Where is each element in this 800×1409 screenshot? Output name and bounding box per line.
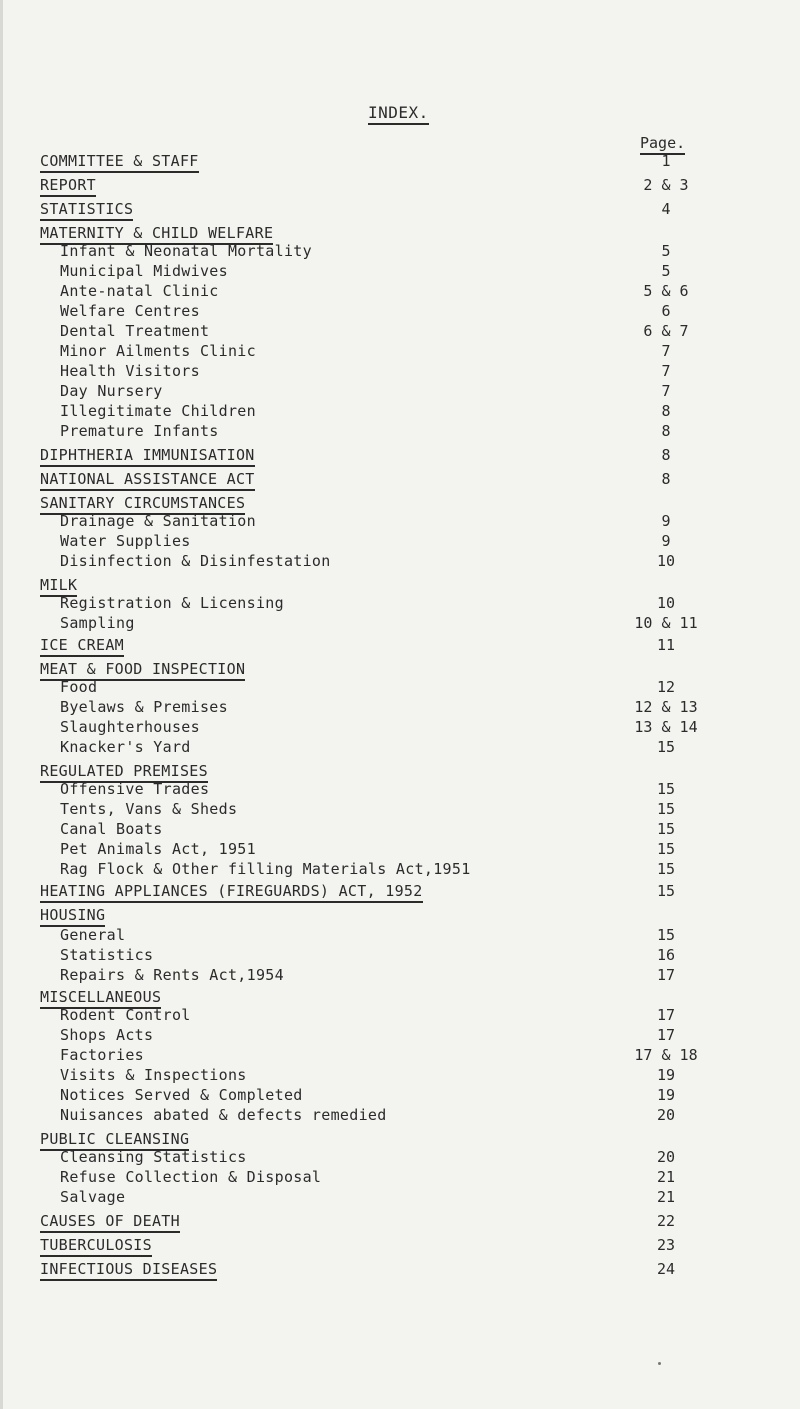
index-entry-page: 11: [656, 636, 676, 654]
index-section-heading: HOUSING: [40, 906, 105, 927]
index-entry-page: 15: [656, 800, 676, 818]
index-entry-page: 7: [661, 342, 671, 360]
index-entry-page: 19: [656, 1066, 676, 1084]
index-entry-page: 5: [661, 242, 671, 260]
index-entry-label: Repairs & Rents Act,1954: [60, 966, 284, 984]
index-entry-label: Slaughterhouses: [60, 718, 200, 736]
index-entry-label: Knacker's Yard: [60, 738, 191, 756]
index-entry-label: Visits & Inspections: [60, 1066, 247, 1084]
page-title: INDEX.: [368, 103, 429, 125]
index-entry-label: Rag Flock & Other filling Materials Act,1951: [60, 860, 471, 878]
index-section-heading: PUBLIC CLEANSING: [40, 1130, 189, 1151]
index-entry-page: 2 & 3: [643, 176, 689, 194]
index-entry-label: Refuse Collection & Disposal: [60, 1168, 322, 1186]
index-entry-label: Shops Acts: [60, 1026, 154, 1044]
index-entry-label: Premature Infants: [60, 422, 219, 440]
index-entry-label: Salvage: [60, 1188, 126, 1206]
index-section-heading: TUBERCULOSIS: [40, 1236, 152, 1257]
index-entry-page: 7: [661, 362, 671, 380]
index-entry-page: 4: [661, 200, 671, 218]
index-entry-page: 13 & 14: [634, 718, 698, 736]
index-entry-label: Tents, Vans & Sheds: [60, 800, 238, 818]
index-entry-label: Ante-natal Clinic: [60, 282, 219, 300]
index-entry-label: Offensive Trades: [60, 780, 210, 798]
index-entry-label: Minor Ailments Clinic: [60, 342, 256, 360]
index-entry-page: 21: [656, 1188, 676, 1206]
index-entry-label: Illegitimate Children: [60, 402, 256, 420]
index-entry-label: Notices Served & Completed: [60, 1086, 303, 1104]
index-entry-page: 15: [656, 820, 676, 838]
index-entry-page: 15: [656, 926, 676, 944]
index-section-heading: REGULATED PREMISES: [40, 762, 208, 783]
index-entry-page: 15: [656, 882, 676, 900]
index-entry-label: Canal Boats: [60, 820, 163, 838]
page-column-header: Page.: [640, 134, 685, 155]
index-entry-label: Water Supplies: [60, 532, 191, 550]
index-entry-page: 5: [661, 262, 671, 280]
index-section-heading: MISCELLANEOUS: [40, 988, 161, 1009]
index-entry-page: 5 & 6: [643, 282, 689, 300]
index-entry-label: Byelaws & Premises: [60, 698, 228, 716]
index-entry-page: 9: [661, 532, 671, 550]
index-entry-label: Pet Animals Act, 1951: [60, 840, 256, 858]
index-entry-page: 15: [656, 840, 676, 858]
index-section-heading: CAUSES OF DEATH: [40, 1212, 180, 1233]
index-entry-page: 22: [656, 1212, 676, 1230]
index-entry-page: 8: [661, 446, 671, 464]
index-entry-page: 21: [656, 1168, 676, 1186]
index-entry-label: Nuisances abated & defects remedied: [60, 1106, 387, 1124]
index-entry-label: Dental Treatment: [60, 322, 210, 340]
index-entry-page: 12: [656, 678, 676, 696]
index-entry-label: Food: [60, 678, 98, 696]
index-entry-label: Cleansing Statistics: [60, 1148, 247, 1166]
index-section-heading: NATIONAL ASSISTANCE ACT: [40, 470, 255, 491]
index-entry-page: 17: [656, 966, 676, 984]
index-entry-label: Infant & Neonatal Mortality: [60, 242, 312, 260]
index-section-heading: DIPHTHERIA IMMUNISATION: [40, 446, 255, 467]
index-section-heading: INFECTIOUS DISEASES: [40, 1260, 217, 1281]
index-entry-label: Drainage & Sanitation: [60, 512, 256, 530]
index-entry-page: 17 & 18: [634, 1046, 698, 1064]
index-entry-page: 12 & 13: [634, 698, 698, 716]
index-entry-label: General: [60, 926, 126, 944]
index-entry-page: 20: [656, 1148, 676, 1166]
index-section-heading: HEATING APPLIANCES (FIREGUARDS) ACT, 1952: [40, 882, 423, 903]
index-section-heading: MEAT & FOOD INSPECTION: [40, 660, 245, 681]
index-entry-page: 20: [656, 1106, 676, 1124]
index-entry-page: 7: [661, 382, 671, 400]
index-entry-label: Factories: [60, 1046, 144, 1064]
index-entry-page: 15: [656, 738, 676, 756]
index-entry-page: 8: [661, 402, 671, 420]
index-entry-page: 8: [661, 422, 671, 440]
index-entry-page: 1: [661, 152, 671, 170]
index-entry-label: Registration & Licensing: [60, 594, 284, 612]
index-section-heading: COMMITTEE & STAFF: [40, 152, 199, 173]
index-entry-page: 10: [656, 594, 676, 612]
index-entry-page: 6 & 7: [643, 322, 689, 340]
speck: [658, 1362, 661, 1365]
index-section-heading: MATERNITY & CHILD WELFARE: [40, 224, 273, 245]
page-edge: [0, 0, 3, 1409]
index-entry-page: 9: [661, 512, 671, 530]
index-section-heading: ICE CREAM: [40, 636, 124, 657]
index-section-heading: MILK: [40, 576, 77, 597]
index-entry-label: Sampling: [60, 614, 135, 632]
index-entry-page: 10: [656, 552, 676, 570]
index-entry-page: 24: [656, 1260, 676, 1278]
index-entry-page: 8: [661, 470, 671, 488]
index-entry-label: Disinfection & Disinfestation: [60, 552, 331, 570]
index-entry-label: Rodent Control: [60, 1006, 191, 1024]
index-entry-label: Health Visitors: [60, 362, 200, 380]
index-entry-page: 15: [656, 780, 676, 798]
index-entry-label: Day Nursery: [60, 382, 163, 400]
index-section-heading: STATISTICS: [40, 200, 133, 221]
index-entry-page: 23: [656, 1236, 676, 1254]
index-entry-page: 17: [656, 1026, 676, 1044]
index-entry-page: 6: [661, 302, 671, 320]
index-entry-label: Welfare Centres: [60, 302, 200, 320]
index-entry-page: 17: [656, 1006, 676, 1024]
index-entry-page: 19: [656, 1086, 676, 1104]
index-entry-label: Statistics: [60, 946, 154, 964]
index-entry-page: 16: [656, 946, 676, 964]
index-entry-page: 15: [656, 860, 676, 878]
index-section-heading: SANITARY CIRCUMSTANCES: [40, 494, 245, 515]
index-entry-page: 10 & 11: [634, 614, 698, 632]
index-section-heading: REPORT: [40, 176, 96, 197]
index-entry-label: Municipal Midwives: [60, 262, 228, 280]
